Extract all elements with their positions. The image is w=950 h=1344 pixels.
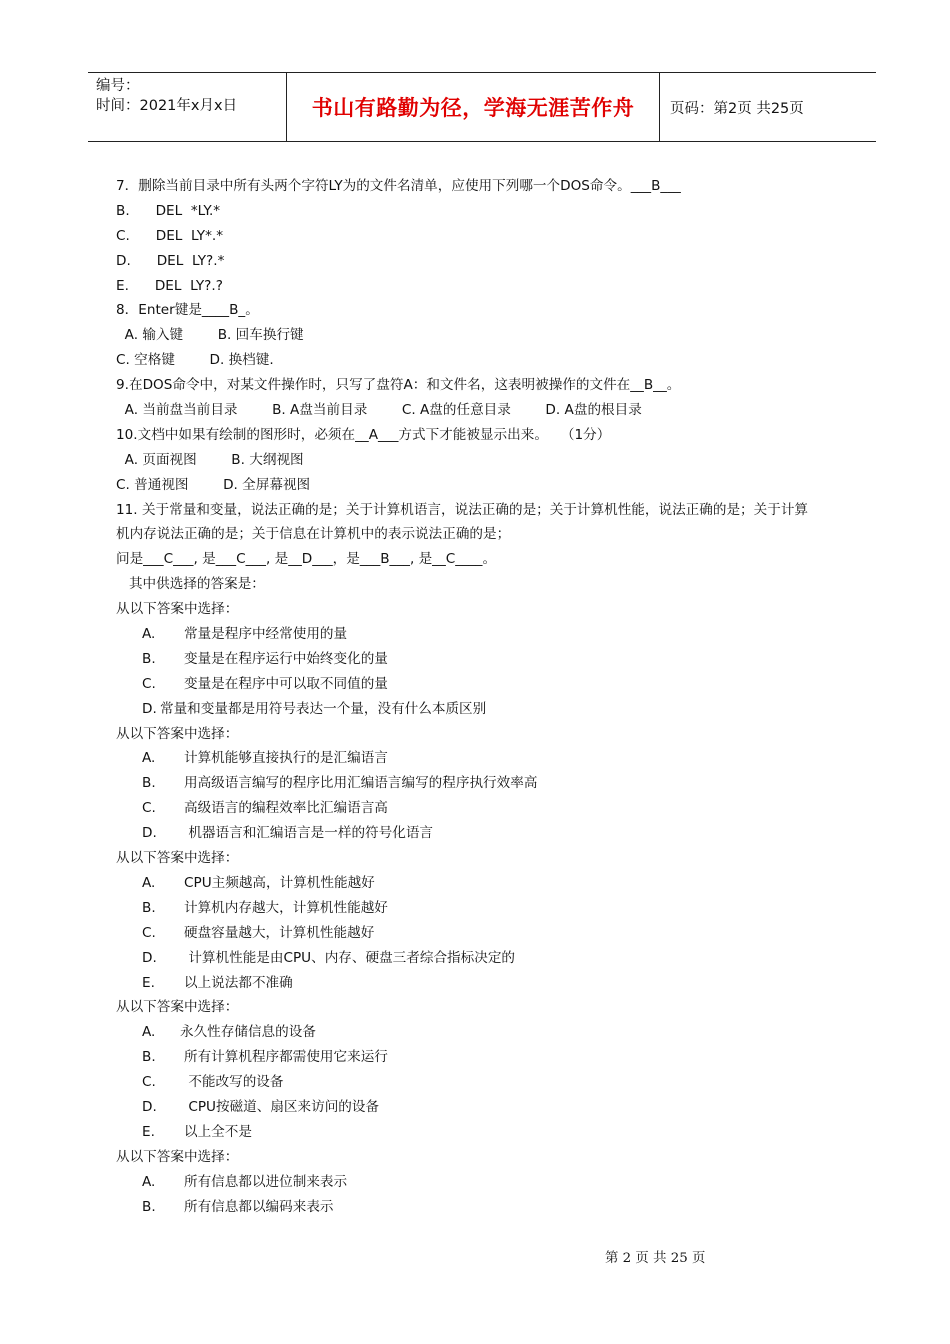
question-7-text: 7．删除当前目录中所有头两个字符LY为的文件名清单，应使用下列哪一个DOS命令。___B___ [116,178,681,194]
choice-option [116,896,856,921]
question-11-answers: 问是___C___, 是___C___, 是__D___，是___B___, 是__C____。 [116,551,497,568]
choice-option-label: B. [142,1198,156,1215]
choice-option-text: 硬盘容量越大，计算机性能越好 [184,924,375,941]
choice-option [116,771,856,796]
choice-option-label: E. [142,974,155,991]
choice-option-label: A. [142,1173,156,1190]
question-10-text: 10.文档中如果有绘制的图形时，必须在__A___方式下才能被显示出来。 （1分） [116,426,611,443]
choice-option-label: D. [142,949,157,966]
question-7-option-d: D. DEL LY?.* [116,252,225,269]
choice-option [116,971,856,996]
choice-option-label: D. [142,1098,157,1115]
header-motto: 书山有路勤为径，学海无涯苦作舟 [287,73,660,141]
question-8-text: 8．Enter键是____B_。 [116,302,259,319]
document-body [116,174,856,1219]
choice-option [116,697,856,722]
page-header [88,72,876,142]
choice-option-text: 常量是程序中经常使用的量 [184,626,348,643]
choice-group-heading: 从以下答案中选择： [116,601,239,618]
choice-group-heading: 从以下答案中选择： [116,725,239,742]
choice-option-label: A. [142,750,156,767]
page-footer: 第 2 页 共 25 页 [605,1251,706,1266]
choice-option-text: 以上全不是 [184,1123,252,1140]
choice-group-heading: 从以下答案中选择： [116,1148,239,1165]
choice-option-label: B. [142,899,156,916]
choice-option-text: 计算机能够直接执行的是汇编语言 [184,750,388,767]
choice-option-label: A. [142,1024,156,1041]
question-11-text-line2: 机内存说法正确的是；关于信息在计算机中的表示说法正确的是； [116,526,511,543]
question-9-text: 9.在DOS命令中，对某文件操作时，只写了盘符A：和文件名，这表明被操作的文件在__B__。 [116,377,681,394]
document-number-label: 编号： [96,78,140,94]
choice-option-label: E. [142,1123,155,1140]
choice-option-label: C. [142,800,156,817]
choice-option-text: 变量是在程序运行中始终变化的量 [184,650,388,667]
choice-option [116,1170,856,1195]
choice-option [116,821,856,846]
choice-option [116,1070,856,1095]
question-10-options-cd: C. 普通视图 D. 全屏幕视图 [116,476,311,493]
choice-option-label: C. [142,675,156,692]
choice-option-text: 所有信息都以进位制来表示 [184,1173,348,1190]
choice-option-text: 常量和变量都是用符号表达一个量，没有什么本质区别 [160,700,487,717]
choice-option-text: 用高级语言编写的程序比用汇编语言编写的程序执行效率高 [184,775,538,792]
choice-option [116,921,856,946]
choice-option-text: 所有信息都以编码来表示 [184,1198,334,1215]
choice-option-text: CPU按磁道、扇区来访问的设备 [184,1098,380,1115]
choice-option [116,1120,856,1145]
choice-group-heading: 从以下答案中选择： [116,999,239,1016]
header-meta [88,73,287,141]
choice-option-text: 所有计算机程序都需使用它来运行 [184,1049,388,1066]
choice-option [116,746,856,771]
choice-option [116,647,856,672]
choice-option [116,1020,856,1045]
question-7-option-c: C. DEL LY*.* [116,227,223,244]
question-8-options-ab: A. 输入键 B. 回车换行键 [116,327,304,344]
choice-option [116,946,856,971]
choice-option-text: CPU主频越高，计算机性能越好 [184,874,375,891]
choice-option-label: C. [142,924,156,941]
choice-option-label: A. [142,874,156,891]
header-page-info: 页码：第2页 共25页 [670,100,804,117]
question-11-text-line1: 11. 关于常量和变量，说法正确的是；关于计算机语言，说法正确的是；关于计算机性能，说法正确的是；关于计算 [116,501,809,518]
choice-option-text: 变量是在程序中可以取不同值的量 [184,675,388,692]
choice-option [116,1195,856,1220]
choice-option [116,1045,856,1070]
choice-option-label: B. [142,650,156,667]
question-8-options-cd: C. 空格键 D. 换档键. [116,352,274,369]
choice-option-label: D. [142,700,157,717]
choice-option-text: 机器语言和汇编语言是一样的符号化语言 [184,825,434,842]
choice-option-label: D. [142,825,157,842]
choice-option-label: B. [142,775,156,792]
choice-option-text: 高级语言的编程效率比汇编语言高 [184,800,388,817]
choice-option-text: 以上说法都不准确 [184,974,293,991]
question-10-options-ab: A. 页面视图 B. 大纲视图 [116,451,304,468]
question-7-option-e: E. DEL LY?.? [116,277,223,294]
document-time-label: 时间：2021年x月x日 [96,98,238,114]
choice-option-text: 计算机性能是由CPU、内存、硬盘三者综合指标决定的 [184,949,516,966]
choice-option [116,1095,856,1120]
choice-option [116,622,856,647]
choice-option-text: 计算机内存越大，计算机性能越好 [184,899,388,916]
choice-option-label: C. [142,1074,156,1091]
choice-option-text: 永久性存储信息的设备 [180,1024,316,1041]
question-9-options: A. 当前盘当前目录 B. A盘当前目录 C. A盘的任意目录 D. A盘的根目录 [116,402,642,419]
choice-option [116,672,856,697]
choice-option-text: 不能改写的设备 [184,1074,284,1091]
choice-option [116,871,856,896]
choice-option-label: B. [142,1049,156,1066]
choice-option-label: A. [142,626,156,643]
choice-group-heading: 从以下答案中选择： [116,850,239,867]
choices-intro: 其中供选择的答案是： [116,576,265,593]
question-7-option-b: B. DEL *LY.* [116,202,221,219]
choice-option [116,796,856,821]
